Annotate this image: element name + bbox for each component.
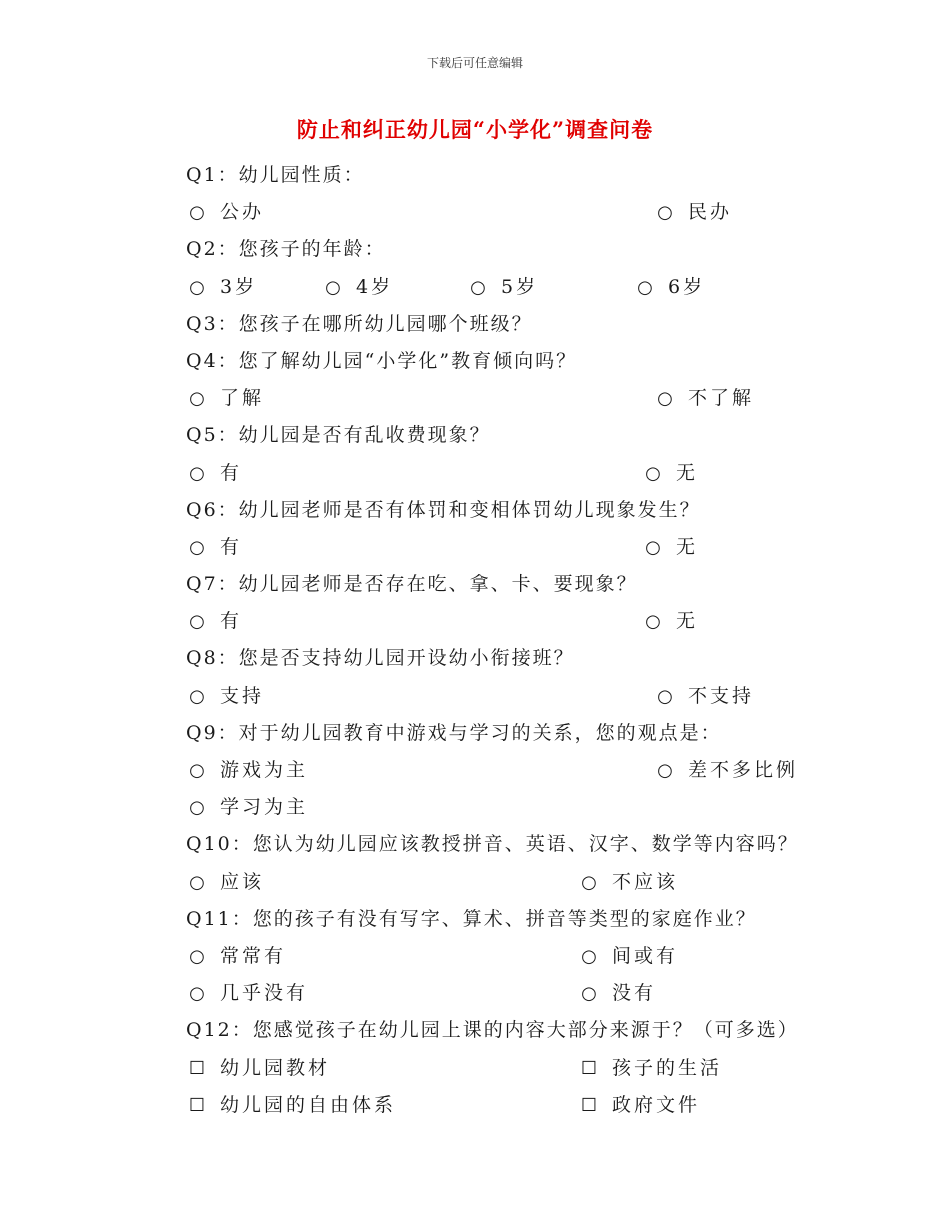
option-no[interactable] [642,603,698,640]
radio-circle-icon[interactable]: ○ [189,797,205,819]
header-note: 下载后可任意编辑 [426,56,523,70]
question-text: Q3：您孩子在哪所幼儿园哪个班级？ [186,312,533,335]
options-q12-row1 [186,1050,826,1087]
survey-body [186,157,826,1124]
radio-circle-icon[interactable]: ○ [470,276,486,298]
options-q4 [186,380,826,417]
radio-circle-icon[interactable]: ○ [645,462,661,484]
option-public[interactable] [186,194,264,231]
option-age-5[interactable] [467,269,538,306]
option-label: 孩子的生活 [612,1056,723,1079]
option-label: 常常有 [220,944,287,967]
option-no[interactable] [642,455,698,492]
option-label: 无 [676,535,699,558]
option-not-support[interactable] [654,678,754,715]
option-label: 没有 [612,982,657,1005]
radio-circle-icon[interactable]: ○ [189,685,205,707]
question-text: Q12：您感觉孩子在幼儿园上课的内容大部分来源于？（可多选） [186,1019,799,1042]
question-text: Q10：您认为幼儿园应该教授拼音、英语、汉字、数学等内容吗？ [186,833,799,856]
radio-circle-icon[interactable]: ○ [657,388,673,410]
option-label: 有 [220,535,243,558]
question-text: Q4：您了解幼儿园“小学化”教育倾向吗？ [186,349,578,372]
question-text: Q11：您的孩子有没有写字、算术、拼音等类型的家庭作业？ [186,907,757,930]
option-rarely[interactable] [186,975,308,1012]
question-q11 [186,901,826,938]
radio-circle-icon[interactable]: ○ [325,276,341,298]
option-never[interactable] [578,975,656,1012]
option-yes[interactable] [186,529,242,566]
question-text: Q5：幼儿园是否有乱收费现象？ [186,424,491,447]
question-q10 [186,826,826,863]
options-q1 [186,194,826,231]
option-textbook[interactable] [186,1050,330,1087]
radio-circle-icon[interactable]: ○ [645,611,661,633]
radio-circle-icon[interactable]: ○ [637,276,653,298]
radio-circle-icon[interactable]: ○ [189,276,205,298]
option-label: 有 [220,461,243,484]
radio-circle-icon[interactable]: ○ [581,871,597,893]
question-text: Q6：幼儿园老师是否有体罚和变相体罚幼儿现象发生？ [186,498,701,521]
radio-circle-icon[interactable]: ○ [657,760,673,781]
option-age-3[interactable] [186,269,257,306]
option-child-life[interactable] [578,1050,722,1087]
option-label: 6岁 [668,275,706,298]
option-label: 间或有 [612,944,679,967]
options-q7 [186,603,826,640]
option-should[interactable] [186,864,264,901]
checkbox-square-icon[interactable]: ☐ [580,1057,598,1079]
option-free-system[interactable] [186,1087,396,1124]
radio-circle-icon[interactable]: ○ [189,536,205,558]
radio-circle-icon[interactable]: ○ [581,945,597,967]
radio-circle-icon[interactable]: ○ [189,945,205,967]
option-yes[interactable] [186,455,242,492]
options-q6 [186,529,826,566]
option-label: 政府文件 [612,1093,701,1116]
question-q7 [186,566,826,603]
question-q5 [186,417,826,454]
option-label: 不应该 [612,870,679,893]
option-label: 3岁 [220,275,258,298]
options-q11-row2 [186,975,826,1012]
options-q11-row1 [186,938,826,975]
options-q10 [186,864,826,901]
radio-circle-icon[interactable]: ○ [189,611,205,633]
question-text: Q2：您孩子的年龄： [186,238,386,261]
radio-circle-icon[interactable]: ○ [657,202,673,224]
radio-circle-icon[interactable]: ○ [581,983,597,1005]
option-label: 了解 [220,387,265,410]
options-q12-row2 [186,1087,826,1124]
option-age-4[interactable] [322,269,393,306]
radio-circle-icon[interactable]: ○ [189,388,205,410]
option-label: 5岁 [501,275,539,298]
option-support[interactable] [186,678,264,715]
question-q2 [186,231,826,268]
option-label: 差不多比例 [688,759,799,781]
options-q5 [186,455,826,492]
option-label: 无 [676,461,699,484]
option-label: 民办 [688,201,733,224]
question-text: Q1：幼儿园性质： [186,164,365,186]
question-text: Q8：您是否支持幼儿园开设幼小衔接班？ [186,647,575,670]
question-q4 [186,343,826,380]
radio-circle-icon[interactable]: ○ [657,685,673,707]
option-label: 不了解 [688,387,755,410]
question-q12 [186,1012,826,1049]
question-text: Q9：对于幼儿园教育中游戏与学习的关系，您的观点是： [186,721,722,744]
option-label: 公办 [220,201,265,224]
options-q2 [186,269,826,306]
option-no[interactable] [642,529,698,566]
option-label: 幼儿园的自由体系 [220,1093,397,1116]
question-q6 [186,492,826,529]
option-not-understand[interactable] [654,380,754,417]
option-label: 有 [220,610,243,633]
option-label: 学习为主 [220,796,309,819]
option-play-first[interactable] [186,752,308,789]
checkbox-square-icon[interactable]: ☐ [188,1094,206,1116]
option-understand[interactable] [186,380,264,417]
options-q9-row2 [186,789,826,826]
radio-circle-icon[interactable]: ○ [189,983,205,1005]
option-label: 无 [676,610,699,633]
option-age-6[interactable] [634,269,705,306]
option-label: 不支持 [688,684,755,707]
option-label: 游戏为主 [220,759,309,781]
option-study-first[interactable] [186,789,308,826]
option-equal-ratio[interactable] [654,752,798,789]
option-often[interactable] [186,938,286,975]
question-text: Q7：幼儿园老师是否存在吃、拿、卡、要现象？ [186,573,638,596]
options-q8 [186,678,826,715]
radio-circle-icon[interactable]: ○ [189,760,205,781]
option-should-not[interactable] [578,864,678,901]
option-government-docs[interactable] [578,1087,700,1124]
option-label: 4岁 [356,275,394,298]
option-label: 应该 [220,870,265,893]
option-yes[interactable] [186,603,242,640]
question-q8 [186,640,826,677]
question-q3 [186,306,826,343]
checkbox-square-icon[interactable]: ☐ [188,1057,206,1079]
option-label: 幼儿园教材 [220,1056,331,1079]
option-private[interactable] [654,194,732,231]
option-label: 支持 [220,684,265,707]
question-q9 [186,715,826,752]
option-label: 几乎没有 [220,982,309,1005]
question-q1 [186,157,826,194]
radio-circle-icon[interactable]: ○ [189,202,205,224]
radio-circle-icon[interactable]: ○ [189,871,205,893]
options-q9-row1 [186,752,826,789]
page-title: 防止和纠正幼儿园“小学化”调查问卷 [296,117,654,142]
radio-circle-icon[interactable]: ○ [645,536,661,558]
radio-circle-icon[interactable]: ○ [189,462,205,484]
checkbox-square-icon[interactable]: ☐ [580,1094,598,1116]
option-occasionally[interactable] [578,938,678,975]
